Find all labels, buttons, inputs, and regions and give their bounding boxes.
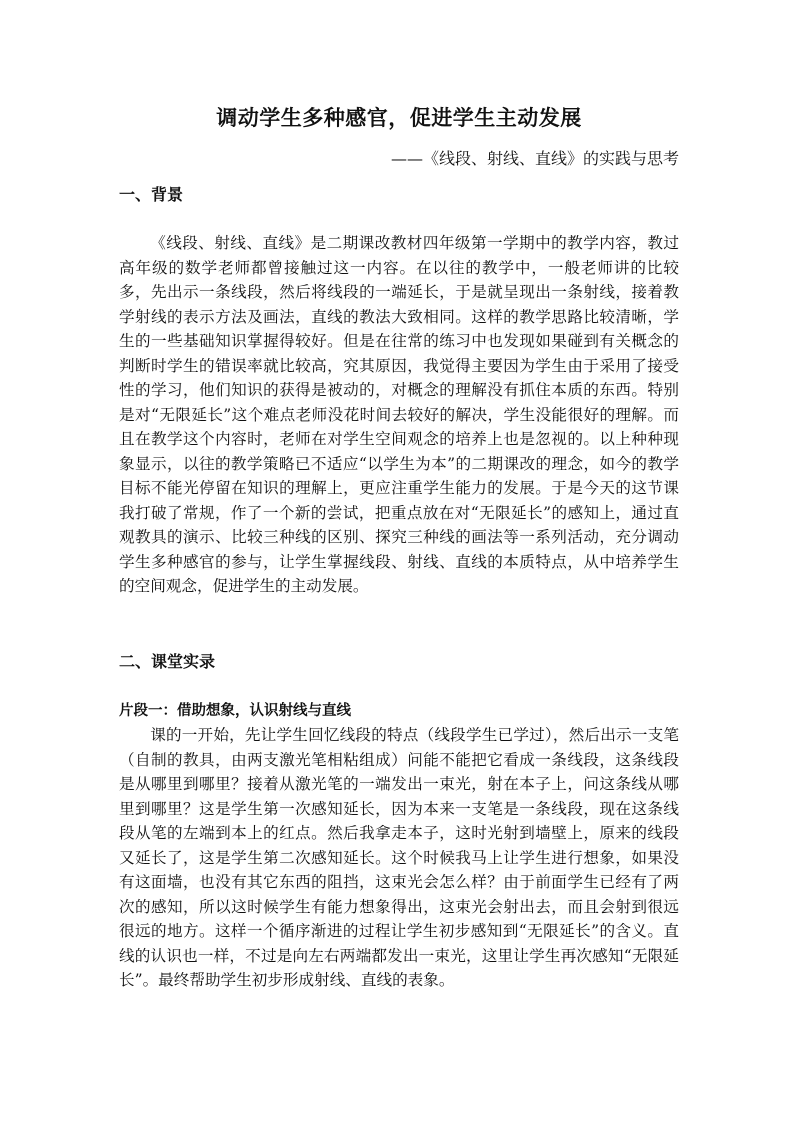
document-subtitle: ——《线段、射线、直线》的实践与思考 xyxy=(390,149,679,168)
document-title: 调动学生多种感官，促进学生主动发展 xyxy=(216,106,582,130)
background-paragraph: 《线段、射线、直线》是二期课改教材四年级第一学期中的教学内容，教过高年级的数学老师都曾接触过这一内容。在以往的教学中，一般老师讲的比较多，先出示一条线段，然后将线段的一端延长，于是就呈现出一条射线，接着教学射线的表示方法及画法，直线的教法大致相同。这样的教学思路比较清晰，学生的一些基础知识掌握得较好。但是在往常的练习中也发现如果碰到有关概念的判断时学生的错误率就比较高，究其原因，我觉得主要因为学生由于采用了接受性的学习，他们知识的获得是被动的，对概念的理解没有抓住本质的东西。特别是对“无限延长”这个难点老师没花时间去较好的解决，学生没能很好的理解。而且在教学这个内容时，老师在对学生空间观念的培养上也是忽视的。以上种种现象显示，以往的教学策略已不适应“以学生为本”的二期课改的理念，如今的教学目标不能光停留在知识的理解上，更应注重学生能力的发展。于是今天的这节课我打破了常规，作了一个新的尝试，把重点放在对“无限延长”的感知上，通过直观教具的演示、比较三种线的区别、探究三种线的画法等一系列活动，充分调动学生多种感官的参与，让学生掌握线段、射线、直线的本质特点，从中培养学生的空间观念，促进学生的主动发展。 xyxy=(119,234,679,595)
document-page xyxy=(119,0,679,1123)
section-heading-background: 一、背景 xyxy=(119,185,184,204)
fragment-heading-1: 片段一：借助想象，认识射线与直线 xyxy=(119,703,351,719)
fragment-1-paragraph: 课的一开始，先让学生回忆线段的特点（线段学生已学过），然后出示一支笔（自制的教具，由两支激光笔相粘组成）问能不能把它看成一条线段，这条线段是从哪里到哪里？接着从激光笔的一端发出一束光，射在本子上，问这条线从哪里到哪里？这是学生第一次感知延长，因为本来一支笔是一条线段，现在这条线段从笔的左端到本上的红点。然后我拿走本子，这时光射到墙壁上，原来的线段又延长了，这是学生第二次感知延长。这个时候我马上让学生进行想象，如果没有这面墙，也没有其它东西的阻挡，这束光会怎么样？由于前面学生已经有了两次的感知，所以这时候学生有能力想象得出，这束光会射出去，而且会射到很远很远的地方。这样一个循序渐进的过程让学生初步感知到“无限延长”的含义。直线的认识也一样，不过是向左右两端都发出一束光，这里让学生再次感知“无限延长”。最终帮助学生初步形成射线、直线的表象。 xyxy=(119,726,679,989)
section-heading-classroom-record: 二、课堂实录 xyxy=(119,652,216,671)
